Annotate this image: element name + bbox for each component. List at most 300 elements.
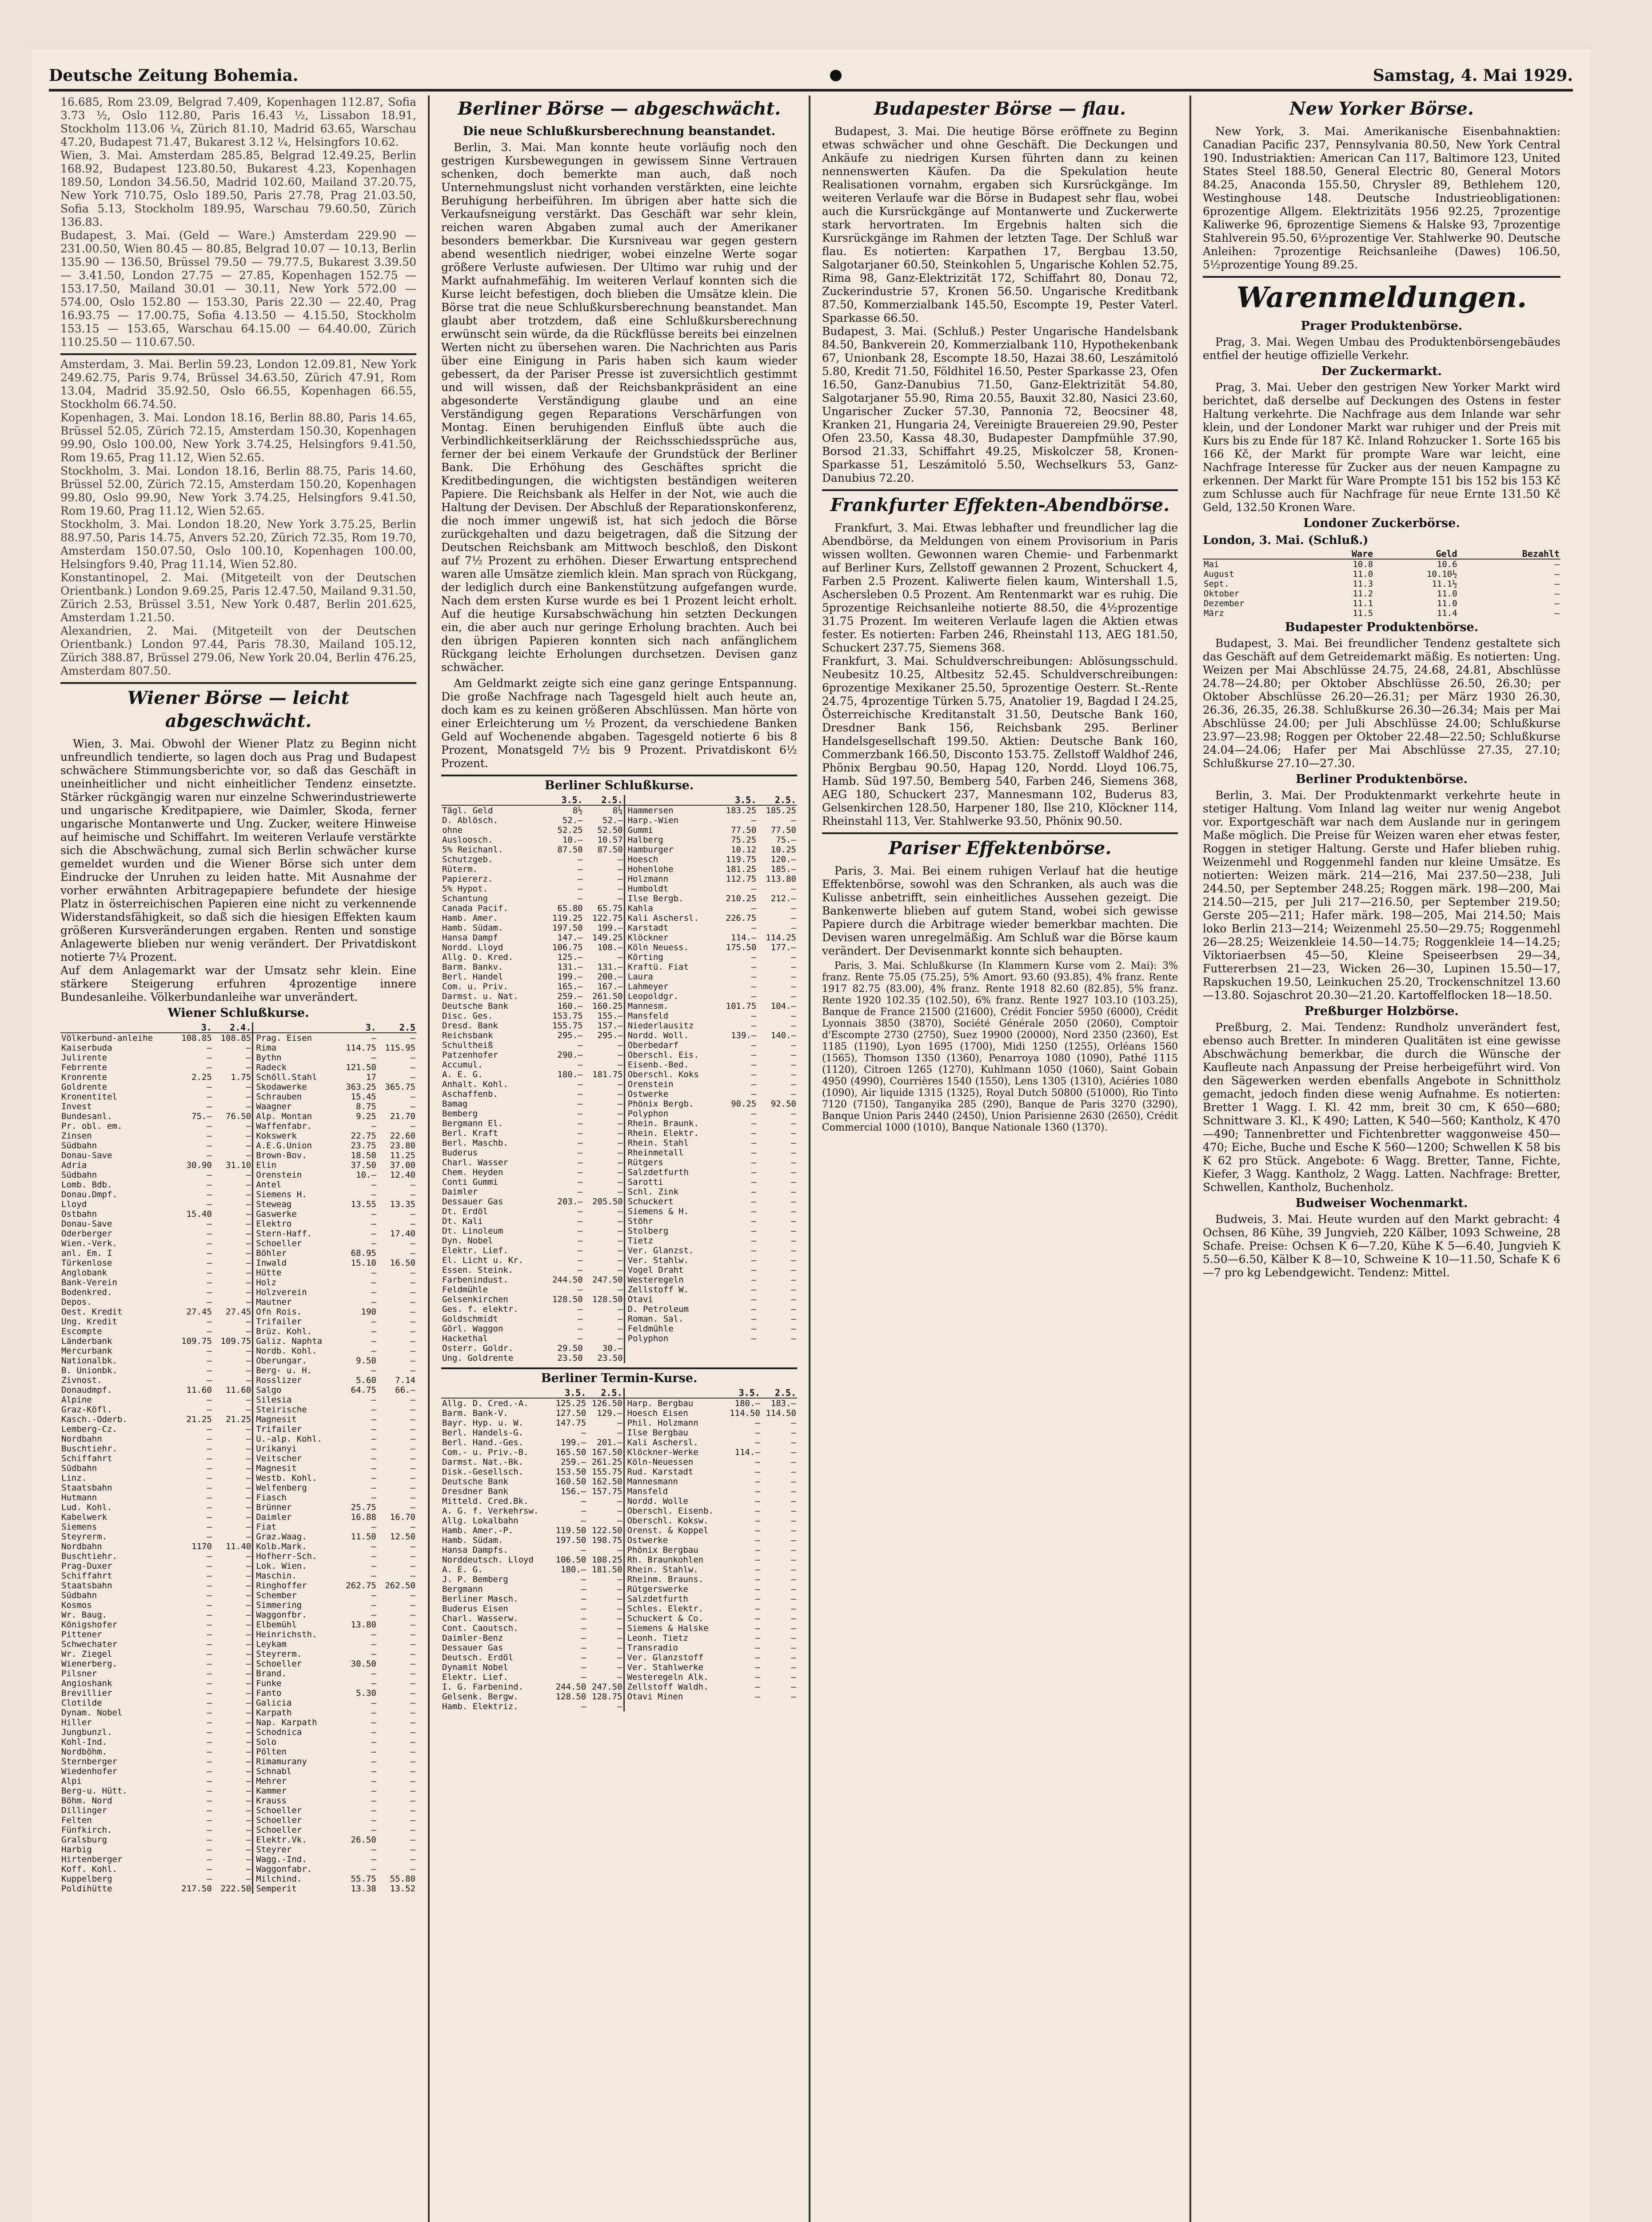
table-cell: — <box>246 1727 251 1737</box>
table-row <box>60 1630 416 1639</box>
table-cell: — <box>618 1334 623 1343</box>
table-row <box>441 1207 797 1216</box>
table-cell: 31.10 <box>226 1160 251 1170</box>
table-row <box>441 1623 797 1633</box>
table-cell: 175.50 <box>726 943 757 952</box>
table-cell: — <box>410 1522 415 1532</box>
table-cell: 52.25 <box>557 825 583 835</box>
table-row <box>60 1072 416 1082</box>
table-cell: Schoeller <box>253 1659 338 1669</box>
table-row <box>441 972 797 982</box>
table-cell: — <box>410 1190 415 1199</box>
table-cell: 108.85 <box>220 1033 251 1043</box>
table-header-cell: 2.5. <box>757 795 797 805</box>
table-cell: Graz-Köfl. <box>61 1405 112 1415</box>
table-cell: 119.50 <box>555 1526 587 1535</box>
table-cell: — <box>371 1434 376 1444</box>
divider <box>441 775 797 776</box>
table-cell: — <box>581 1623 587 1633</box>
table-cell: — <box>371 1786 376 1796</box>
table-cell: Gelsenk. Bergw. <box>442 1692 519 1702</box>
table-cell: Rhein. Stahl <box>624 1138 717 1148</box>
table-row <box>1203 599 1560 608</box>
table-cell: — <box>618 1099 623 1109</box>
table-row <box>441 1197 797 1207</box>
table-cell: Wr. Ziegel <box>61 1649 112 1659</box>
table-cell: — <box>791 1643 796 1653</box>
table-cell: Böhler <box>253 1248 338 1258</box>
table-cell: — <box>791 1663 796 1672</box>
table-cell: 129.— <box>597 1408 622 1418</box>
table-cell: — <box>371 1180 376 1190</box>
exchange-rates-text-2: Amsterdam, 3. Mai. Berlin 59.23, London 12.09.81, New York 249.62.75, Paris 9.74, Brüssel 34.63.50, Zürich 47.91, Rom 13.04, Madrid 35.92.50, Oslo 66.55, Kopenhagen 66.55, Stockholm 66.74.50. Kopenhagen, 3. Mai. London 18.16, Berlin 88.80, Paris 14.65, Brüssel 52.05, Zürich 72.15, Amsterdam 150.30, Kopenhagen 99.90, Oslo 100.00, New York 3.74.25, Helsingfors 9.41.50, Rom 19.65, Prag 11.12, Wien 52.65. Stockholm, 3. Mai. London 18.16, Berlin 88.75, Paris 14.60, Brüssel 52.00, Zürich 72.15, Amsterdam 150.20, Kopenhagen 99.80, Oslo 99.90, New York 3.74.25, Helsingfors 9.41.50, Rom 19.60, Prag 11.12, Wien 52.65. Stockholm, 3. Mai. London 18.20, New York 3.75.25, Berlin 88.97.50, Paris 14.75, Anvers 52.20, Zürich 72.35, Rom 19.70, Amsterdam 150.07.50, Oslo 100.10, Kopenhagen 100.00, Helsingfors 9.40, Prag 11.14, Wien 52.80. Konstantinopel, 2. Mai. (Mitgeteilt von der Deutschen Orientbank.) London 9.69.25, Paris 12.47.50, Mailand 9.31.50, Zürich 2.53, Brüssel 3.51, New York 0.487, Berlin 201.625, Amsterdam 1.21.50. Alexandrien, 2. Mai. (Mitgeteilt von der Deutschen Orientbank.) London 97.44, Paris 78.30, Mailand 105.12, Zürich 388.87, Brüssel 279.06, New York 20.04, Berlin 476.25, Amsterdam 807.50. <box>60 358 416 677</box>
table-cell: — <box>371 1776 376 1786</box>
table-cell: Schoeller <box>253 1806 338 1815</box>
table-cell: — <box>755 1584 760 1594</box>
table-cell: 114.75 <box>346 1043 376 1053</box>
table-cell: Aschaffenb. <box>442 1089 498 1099</box>
table-cell: — <box>410 1248 415 1258</box>
table-cell: — <box>207 1600 212 1610</box>
table-cell: Hamb. Südam. <box>442 923 503 933</box>
table-cell: — <box>246 1346 251 1356</box>
table-cell: Bythn <box>253 1053 338 1063</box>
budapest-prod-heading: Budapester Produktenbörse. <box>1285 620 1479 634</box>
table-cell: — <box>371 1473 376 1483</box>
table-cell: — <box>791 815 796 825</box>
table-cell: — <box>751 1148 757 1158</box>
zucker-article: Prag, 3. Mai. Ueber den gestrigen New Yorker Markt wird berichtet, daß derselbe auf Deckungen des Ostens in fester Haltung verkehrte. Die Nachfrage aus dem Inlande war sehr klein, und der Londoner Markt war ruhiger und der Preis mit Kurs bis zu Ende für 187 Kč. Inland Rohzucker 1. Sorte 165 bis 166 Kč, der Markt für prompte Ware war leicht, eine Nachfrage Interesse für Zucker aus der neuen Kampagne zu erkennen. Der Markt für Ware Prompte 151 bis 152 bis 153 Kč zum Schlusse auch für Nachfrage für neue Ernte 131.50 Kč Geld, 132.50 Kronen Ware. <box>1203 381 1560 514</box>
table-row <box>60 1874 416 1884</box>
table-cell: Norddeutsch. Lloyd <box>442 1555 534 1565</box>
table-row <box>60 1561 416 1571</box>
table-row <box>60 1121 416 1131</box>
table-cell: I. G. Farbenind. <box>442 1682 524 1692</box>
table-row <box>60 1737 416 1747</box>
table-cell: — <box>751 1070 757 1079</box>
table-row <box>60 1053 416 1063</box>
table-row <box>60 1825 416 1835</box>
table-cell: 108.— <box>597 943 623 952</box>
table-cell: Stern-Haff. <box>253 1229 338 1239</box>
table-cell: Tietz <box>624 1236 717 1246</box>
table-cell: — <box>791 1236 796 1246</box>
table-cell: — <box>207 1522 212 1532</box>
table-cell: 37.50 <box>351 1160 376 1170</box>
table-cell: — <box>618 1216 623 1226</box>
table-row <box>60 1366 416 1375</box>
table-row <box>441 1457 797 1467</box>
table-cell: Schöll.Stahl <box>253 1072 338 1082</box>
table-cell: — <box>246 1258 251 1268</box>
table-cell: Elektro <box>253 1219 338 1229</box>
table-cell: 114.50 <box>766 1408 796 1418</box>
table-cell: Salzdetfurth <box>624 1594 725 1604</box>
table-cell: Laura <box>624 972 717 982</box>
table-cell: Maschin. <box>253 1571 338 1581</box>
berlin-prod-heading: Berliner Produktenbörse. <box>1295 772 1468 786</box>
table-cell: Bodenkred. <box>61 1287 112 1297</box>
table-row <box>441 1692 797 1702</box>
table-cell: — <box>578 1187 583 1197</box>
table-cell: Kuppelberg <box>61 1874 112 1884</box>
table-row <box>60 1757 416 1766</box>
table-row <box>441 1226 797 1236</box>
masthead-left: Deutsche Zeitung Bohemia. <box>49 66 299 85</box>
table-cell: Dt. Kali <box>442 1216 483 1226</box>
berlin-prod-article: Berlin, 3. Mai. Der Produktenmarkt verkehrte heute in stetiger Haltung. Vom Inland lag weiter nur wenig Angebot vor. Exportgeschäft war nach dem Auslande nur in geringem Maße möglich. Die Preise für Weizen waren eher etwas fester, Roggen in stetiger Haltung. Gerste und Hafer blieben ruhig. Weizenmehl und Roggenmehl fanden nur kleine Umsätze. Es notierten: Weizen märk. 214—216, Mai 237.50—238, Juli 244.50, per September 248.25; Roggen märk. 198—200, Mai 214.50—215, per Juli 217—216.50, per September 219.50; Gerste 205—211; Hafer märk. 198—205, Mai 214.50; Mais loko Berlin 213—214; Weizenmehl 25.50—29.75; Roggenmehl 26—28.25; Weizenkleie 14.50—14.75; Roggenkleie 14—14.25; Viktoriaerbsen 45—50, Kleine Speiseerbsen 29—34, Futtererbsen 21—23, Wicken 26—30, Lupinen 15.50—17, Rapskuchen 19.50, Leinkuchen 25.20, Trockenschnitzel 13.60—13.80. Sojaschrot 20.30—21.20. Kartoffelflocken 18—18.50. <box>1203 789 1560 1002</box>
table-cell: Sept. <box>1204 579 1229 589</box>
table-cell: 180.— <box>734 1399 760 1408</box>
table-cell: — <box>207 1561 212 1571</box>
table-cell: Galiz. Naphta <box>253 1336 338 1346</box>
table-cell: 139.— <box>731 1031 757 1040</box>
table-cell: Mai <box>1204 559 1219 569</box>
table-cell: 8¼ <box>612 806 623 815</box>
table-cell: Gelsenkirchen <box>442 1295 508 1304</box>
berlin-close-table <box>441 795 797 1363</box>
table-cell: Mercurbank <box>61 1346 112 1356</box>
table-cell: Berg-u. Hütt. <box>61 1786 128 1796</box>
table-cell: 125.— <box>557 952 583 962</box>
table-row <box>441 1467 797 1477</box>
table-cell: Donau-Save <box>61 1151 112 1160</box>
table-cell: 222.50 <box>220 1884 251 1894</box>
table-cell: 52.— <box>602 815 623 825</box>
table-row <box>1203 589 1560 599</box>
table-cell: 365.75 <box>385 1082 415 1092</box>
table-cell: — <box>755 1526 760 1535</box>
table-cell: 128.75 <box>591 1692 622 1702</box>
table-cell: Ver. Stahlwerke <box>624 1663 725 1672</box>
table-header-cell: Ware <box>1313 549 1374 559</box>
table-cell: Schultheiß <box>442 1040 493 1050</box>
table-cell: Berl. Kraft <box>442 1128 498 1138</box>
table-cell: — <box>618 1314 623 1324</box>
table-cell: Dyn. Nobel <box>442 1236 493 1246</box>
table-cell: A.E.G.Union <box>253 1141 338 1151</box>
table-cell: — <box>755 1623 760 1633</box>
table-cell: Kronrente <box>61 1072 107 1082</box>
table-cell: — <box>581 1506 587 1516</box>
table-cell: Heinrichsth. <box>253 1630 338 1639</box>
table-cell: — <box>246 1503 251 1512</box>
table-cell: — <box>578 1207 583 1216</box>
table-cell: — <box>207 1639 212 1649</box>
table-cell: Bank-Verein <box>61 1278 117 1287</box>
table-cell: — <box>791 1418 796 1428</box>
table-row <box>60 1776 416 1786</box>
table-row <box>60 1287 416 1297</box>
table-row <box>441 1565 797 1575</box>
table-cell: — <box>751 991 757 1001</box>
table-cell: — <box>578 1314 583 1324</box>
table-cell: — <box>371 1600 376 1610</box>
table-row <box>60 1258 416 1268</box>
table-cell: 181.25 <box>726 864 757 874</box>
table-cell: — <box>791 991 796 1001</box>
table-cell: U.-alp. Kohl. <box>253 1434 338 1444</box>
table-cell: Staatsbahn <box>61 1483 112 1493</box>
table-cell: — <box>791 1506 796 1516</box>
table-cell: Bamag <box>442 1099 468 1109</box>
table-cell: Ausloosch. <box>442 835 493 845</box>
table-cell: 11.1 <box>1353 599 1373 608</box>
table-cell: — <box>791 1447 796 1457</box>
table-cell: — <box>751 1060 757 1070</box>
table-row <box>60 1160 416 1170</box>
paris-heading: Pariser Effektenbörse. <box>888 838 1112 859</box>
table-cell: — <box>791 1207 796 1216</box>
table-row <box>60 1727 416 1737</box>
table-cell: — <box>751 1050 757 1060</box>
table-cell: — <box>207 1776 212 1786</box>
table-cell: 127.50 <box>555 1408 587 1418</box>
table-cell: Magnesit <box>253 1415 338 1424</box>
table-cell: — <box>755 1418 760 1428</box>
table-cell: — <box>581 1575 587 1584</box>
table-cell: Darmst. u. Nat. <box>442 991 519 1001</box>
table-cell: — <box>617 1594 622 1604</box>
table-cell: — <box>578 1158 583 1167</box>
table-row <box>60 1151 416 1160</box>
table-row <box>60 1483 416 1493</box>
table-cell: 1170 <box>192 1542 212 1551</box>
table-cell: Salzdetfurth <box>624 1167 717 1177</box>
table-cell: — <box>246 1581 251 1591</box>
london-zucker-table <box>1203 549 1560 618</box>
table-cell: Ofn Rois. <box>253 1307 338 1317</box>
table-cell: — <box>410 1493 415 1503</box>
table-row <box>60 1454 416 1463</box>
table-cell: — <box>755 1633 760 1643</box>
table-cell: — <box>618 952 623 962</box>
table-cell: Donau-Save <box>61 1219 112 1229</box>
table-cell <box>761 1702 797 1711</box>
table-cell: Ver. Glanzstoff <box>624 1653 725 1663</box>
table-cell: — <box>617 1623 622 1633</box>
table-cell: — <box>791 1604 796 1614</box>
table-cell: Hoesch Eisen <box>624 1408 725 1418</box>
table-row <box>60 1405 416 1415</box>
wien-heading: Wiener Börse — leicht abgeschwächt. <box>127 687 350 731</box>
table-cell: — <box>618 1226 623 1236</box>
table-cell: Ung. Kredit <box>61 1317 117 1327</box>
table-row <box>441 1643 797 1653</box>
table-row <box>60 1385 416 1395</box>
table-cell: Trifailer <box>253 1317 338 1327</box>
table-cell: 76.50 <box>226 1111 251 1121</box>
table-cell: 23.50 <box>597 1353 623 1363</box>
table-header-cell: 2.4. <box>213 1023 253 1033</box>
table-cell: 157.75 <box>591 1487 622 1496</box>
table-cell: 199.— <box>561 1438 587 1447</box>
table-cell: — <box>410 1776 415 1786</box>
table-cell: Elin <box>253 1160 338 1170</box>
table-cell: — <box>207 1864 212 1874</box>
table-cell: Lomb. Bdb. <box>61 1180 112 1190</box>
table-cell: 160.50 <box>555 1477 587 1487</box>
table-cell: — <box>246 1669 251 1678</box>
table-cell: — <box>791 1304 796 1314</box>
table-cell: 131.— <box>597 962 623 972</box>
table-row <box>441 1604 797 1614</box>
table-cell: — <box>755 1663 760 1672</box>
table-row <box>60 1327 416 1336</box>
table-cell: — <box>617 1672 622 1682</box>
table-cell: Orenst. & Koppel <box>624 1526 725 1535</box>
table-row <box>441 962 797 972</box>
table-cell: Kohl-Ind. <box>61 1737 107 1747</box>
table-cell: Zivnost. <box>61 1375 102 1385</box>
table-cell: Nordböhm. <box>61 1747 107 1757</box>
table-cell: Rosslizer <box>253 1375 338 1385</box>
table-cell: — <box>410 1483 415 1493</box>
table-cell: — <box>578 884 583 894</box>
table-row <box>441 1295 797 1304</box>
table-cell: — <box>755 1672 760 1682</box>
table-cell: — <box>207 1287 212 1297</box>
table-cell: — <box>751 962 757 972</box>
table-cell: Allg. D. Kred. <box>442 952 514 962</box>
table-row <box>60 1219 416 1229</box>
table-cell: 11.60 <box>226 1385 251 1395</box>
divider <box>441 1367 797 1369</box>
table-cell: Mannesmann <box>624 1477 725 1487</box>
table-cell: Gummi <box>624 825 717 835</box>
table-cell: 119.25 <box>552 913 583 923</box>
table-cell: Rheinm. Brauns. <box>624 1575 725 1584</box>
table-cell: — <box>410 1180 415 1190</box>
table-cell: — <box>618 1167 623 1177</box>
table-cell: — <box>578 1255 583 1265</box>
table-row <box>1203 559 1560 569</box>
table-cell: — <box>618 1109 623 1119</box>
table-cell: 11.0 <box>1437 599 1457 608</box>
budweis-heading: Budweiser Wochenmarkt. <box>1295 1196 1468 1210</box>
table-cell: — <box>618 884 623 894</box>
table-cell: 10.57 <box>597 835 623 845</box>
table-cell: Siemens & Halske <box>624 1623 725 1633</box>
table-cell: 200.— <box>597 972 623 982</box>
table-cell: Waagner <box>253 1102 338 1111</box>
table-cell: — <box>578 855 583 864</box>
table-cell: Alpi <box>61 1776 82 1786</box>
table-cell: — <box>207 1727 212 1737</box>
table-cell: 199.— <box>597 923 623 933</box>
table-row <box>60 1542 416 1551</box>
table-cell: 87.50 <box>557 845 583 855</box>
table-cell: — <box>371 1727 376 1737</box>
table-cell: — <box>246 1649 251 1659</box>
table-cell: Bemberg <box>442 1109 478 1119</box>
table-row <box>60 1639 416 1649</box>
table-cell: Hamb. Amer.-P. <box>442 1526 514 1535</box>
table-cell: — <box>207 1444 212 1454</box>
table-cell: — <box>791 1216 796 1226</box>
table-cell: Donau.Dmpf. <box>61 1190 117 1199</box>
table-cell: — <box>791 1050 796 1060</box>
table-cell: Reichsbank <box>442 1031 493 1040</box>
table-cell: — <box>371 1336 376 1346</box>
table-cell: 185.— <box>770 864 796 874</box>
table-cell: Allg. Lokalbahn <box>442 1516 519 1526</box>
column-2 <box>430 96 810 2222</box>
table-cell: Escompte <box>61 1327 102 1336</box>
table-cell: Nationalbk. <box>61 1356 117 1366</box>
table-cell: — <box>618 1128 623 1138</box>
table-cell: — <box>791 913 796 923</box>
table-cell: — <box>246 1131 251 1141</box>
table-cell: Bergmann El. <box>442 1119 503 1128</box>
table-cell: — <box>410 1053 415 1063</box>
table-cell: Zellstoff Waldh. <box>624 1682 725 1692</box>
table-row <box>60 1551 416 1561</box>
table-row <box>60 1336 416 1346</box>
table-cell: — <box>791 1496 796 1506</box>
table-row <box>60 1229 416 1239</box>
table-cell: 155.— <box>597 1011 623 1021</box>
table-cell: Schember <box>253 1591 338 1600</box>
table-cell: — <box>791 1653 796 1663</box>
table-row <box>60 1317 416 1327</box>
table-cell: — <box>751 1246 757 1255</box>
table-row <box>60 1307 416 1317</box>
table-row <box>60 1434 416 1444</box>
table-cell: — <box>207 1219 212 1229</box>
table-cell: 180.— <box>557 1070 583 1079</box>
table-cell: Alpine <box>61 1395 92 1405</box>
table-cell: 13.55 <box>351 1199 376 1209</box>
table-cell: — <box>410 1297 415 1307</box>
table-cell: — <box>246 1591 251 1600</box>
table-cell: — <box>410 1561 415 1571</box>
table-cell: Salgo <box>253 1385 338 1395</box>
table-cell: 122.50 <box>591 1526 622 1535</box>
table-cell: — <box>578 894 583 903</box>
table-cell: — <box>791 1265 796 1275</box>
table-cell: 162.50 <box>591 1477 622 1487</box>
table-cell: Hamb. Südam. <box>442 1535 503 1545</box>
table-cell: Brand. <box>253 1669 338 1678</box>
table-cell: Semperit <box>253 1884 338 1894</box>
table-cell: Oktober <box>1204 589 1240 599</box>
table-row <box>441 1535 797 1545</box>
table-row <box>60 1835 416 1845</box>
table-cell: — <box>246 1551 251 1561</box>
table-row <box>441 1031 797 1040</box>
table-cell: 11.50 <box>351 1532 376 1542</box>
table-row <box>60 1395 416 1405</box>
table-cell: — <box>755 1555 760 1565</box>
table-cell: Kronentitel <box>61 1092 117 1102</box>
table-cell: — <box>618 1079 623 1089</box>
table-cell: — <box>246 1141 251 1151</box>
table-cell: Pilsner <box>61 1669 97 1678</box>
table-cell: — <box>410 1708 415 1718</box>
table-cell: — <box>371 1649 376 1659</box>
budapest-prod-article: Budapest, 3. Mai. Bei freundlicher Tendenz gestaltete sich das Geschäft auf dem Getreidemarkt mäßig. Es notierten: Ung. Weizen per Mai Abschlüsse 24.75, 24.68, 24.81, Abschlüsse 24.78—24.80; per Oktober Abschlüsse 26.50, 26.30; per Oktober Abschlüsse 26.20—26.31; per März 1930 26.30, 26.36, 26.35, 26.38. Schlußkurse 26.30—26.34; Mais per Mai Abschlüsse 24.00; per Juli Abschlüsse 24.00; Schlußkurse 23.97—23.98; Roggen per Oktober 22.48—22.50; Schlußkurse 24.04—24.06; Hafer per Mai Abschlüsse 27.35, 27.10; Schlußkurse 27.10—27.30. <box>1203 637 1560 770</box>
table-cell: — <box>755 1438 760 1447</box>
table-cell: — <box>207 1708 212 1718</box>
table-cell: — <box>371 1327 376 1336</box>
table-cell: Hoesch <box>624 855 717 864</box>
table-row <box>60 1063 416 1072</box>
table-cell: — <box>751 1119 757 1128</box>
table-cell: 5.30 <box>356 1688 376 1698</box>
table-cell: Klöckner <box>624 933 717 943</box>
table-cell: Kahla <box>624 903 717 913</box>
